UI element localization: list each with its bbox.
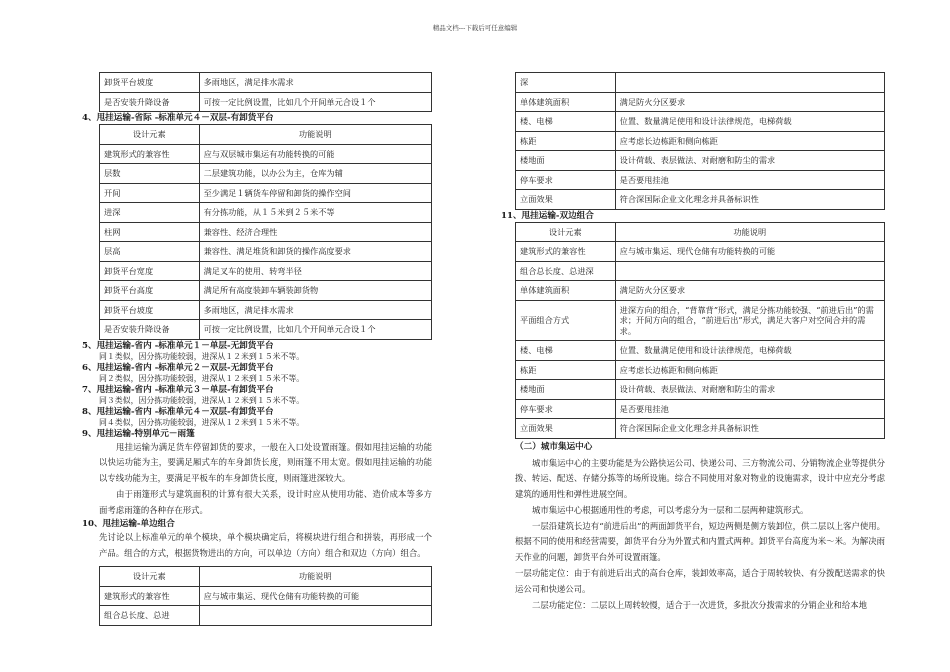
cell-description: 可按一定比例设置，比如几个开间单元合设１个 bbox=[199, 92, 431, 112]
table-row bbox=[100, 281, 432, 301]
cell-description: 多雨地区，满足排水需求 bbox=[199, 73, 431, 93]
section-5-note: 同１类似，因分拣功能较弱，进深从１２米到１５米不等。 bbox=[99, 351, 305, 361]
table-row bbox=[516, 170, 885, 190]
table-row bbox=[100, 242, 432, 262]
cell-element: 深 bbox=[516, 73, 616, 93]
section-8-title: 8、甩挂运输-省内 -标准单元４－双层-有卸货平台 bbox=[82, 406, 274, 417]
cell-element: 卸货平台坡度 bbox=[100, 73, 200, 93]
cell-element: 层数 bbox=[100, 164, 200, 184]
section-7-note: 同３类似，因分拣功能较弱，进深从１２米到１５米不等。 bbox=[99, 395, 305, 405]
cell-description: 符合深国际企业文化理念并具备标识性 bbox=[615, 190, 884, 210]
cell-description: 应与城市集运、现代仓储有功能转换的可能 bbox=[199, 586, 431, 606]
section-7-title: 7、甩挂运输-省内 -标准单元３－单层-有卸货平台 bbox=[82, 384, 274, 395]
cell-description bbox=[199, 606, 431, 626]
section-9-paragraph-2: 由于雨篷形式与建筑面积的计算有很大关系，设计时应从使用功能、造价成本等多方面考虑雨篷的各种存在形式。 bbox=[99, 488, 432, 515]
table-row bbox=[516, 380, 885, 400]
table-row bbox=[100, 261, 432, 281]
cell-description: 满足防火分区要求 bbox=[615, 281, 884, 301]
cell-description: 是否要甩挂池 bbox=[615, 170, 884, 190]
table-row bbox=[100, 320, 432, 340]
cell-element: 栋距 bbox=[516, 131, 616, 151]
table-row bbox=[100, 300, 432, 320]
table-single-side-combo-cont bbox=[515, 72, 885, 210]
cell-description: 应与城市集运、现代仓储有功能转换的可能 bbox=[615, 242, 884, 262]
table-row bbox=[100, 73, 432, 93]
cell-element: 卸货平台坡度 bbox=[100, 300, 200, 320]
cell-element: 立面效果 bbox=[516, 190, 616, 210]
table-header-element: 设计元素 bbox=[100, 125, 200, 145]
cell-element: 柱网 bbox=[100, 222, 200, 242]
cell-description: 可按一定比例设置，比如几个开间单元合设１个 bbox=[199, 320, 431, 340]
section-10-paragraph: 先讨论以上标准单元的单个模块，单个模块确定后，将模块进行组合和拼装，再形成一个产品。组合的方式，根据货物进出的方向，可以单边（方向）组合和双边（方向）组合。 bbox=[99, 532, 432, 559]
cell-description: 满足防火分区要求 bbox=[615, 92, 884, 112]
table-unit3-tail bbox=[99, 72, 432, 112]
section-8-note: 同４类似，因分拣功能较弱，进深从１２米到１５米不等。 bbox=[99, 417, 305, 427]
cell-description: 位置、数量满足使用和设计法律规范，电梯荷载 bbox=[615, 341, 884, 361]
table-row bbox=[100, 92, 432, 112]
cell-description: 是否要甩挂池 bbox=[615, 399, 884, 419]
chapter-title: （二）城市集运中心 bbox=[515, 441, 593, 452]
cell-element: 楼地面 bbox=[516, 151, 616, 171]
table-row bbox=[100, 183, 432, 203]
cell-description: 设计荷载、表层做法、对耐磨和防尘的需求 bbox=[615, 380, 884, 400]
cell-description: 位置、数量满足使用和设计法律规范，电梯荷载 bbox=[615, 112, 884, 132]
table-double-side-combo bbox=[515, 222, 885, 439]
city-hub-paragraph-5: 二层功能定位：二层以上周转较慢，适合于一次进货，多批次分拨需求的分销企业和给本地 bbox=[532, 599, 867, 610]
table-row bbox=[100, 144, 432, 164]
cell-description: 满足所有高度装卸车辆装卸货物 bbox=[199, 281, 431, 301]
section-11-title: 11、甩挂运输-双边组合 bbox=[501, 210, 594, 221]
table-row bbox=[516, 92, 885, 112]
cell-element: 单体建筑面积 bbox=[516, 92, 616, 112]
cell-element: 楼、电梯 bbox=[516, 112, 616, 132]
section-9-title: 9、甩挂运输-特别单元－雨篷 bbox=[82, 428, 195, 439]
table-row bbox=[516, 242, 885, 262]
cell-element: 组合总长度、总进深 bbox=[516, 261, 616, 281]
cell-element: 卸货平台高度 bbox=[100, 281, 200, 301]
cell-element: 楼地面 bbox=[516, 380, 616, 400]
table-row bbox=[100, 164, 432, 184]
cell-description bbox=[615, 261, 884, 281]
table-row bbox=[516, 131, 885, 151]
cell-description: 应考虑长边栋距和侧向栋距 bbox=[615, 131, 884, 151]
section-4-title: 4、甩挂运输-省际 -标准单元４－双层-有卸货平台 bbox=[82, 113, 274, 123]
table-header-element: 设计元素 bbox=[100, 567, 200, 587]
table-header-function: 功能说明 bbox=[199, 567, 431, 587]
cell-element: 建筑形式的兼容性 bbox=[100, 586, 200, 606]
cell-description: 至少满足１辆货车停留和卸货的操作空间 bbox=[199, 183, 431, 203]
city-hub-paragraph-4: 一层功能定位：由于有前进后出式的高台仓库，装卸效率高，适合于周转较快、有分拨配送需求的快运公司和快递公司。 bbox=[515, 568, 885, 594]
section-5-title: 5、甩挂运输-省内 -标准单元１－单层-无卸货平台 bbox=[82, 340, 274, 351]
cell-element: 楼、电梯 bbox=[516, 341, 616, 361]
table-row bbox=[100, 606, 432, 626]
cell-element: 停车要求 bbox=[516, 170, 616, 190]
cell-element: 是否安装升降设备 bbox=[100, 92, 200, 112]
table-row bbox=[516, 112, 885, 132]
table-row bbox=[516, 151, 885, 171]
cell-description: 符合深国际企业文化理念并具备标识性 bbox=[615, 419, 884, 439]
cell-element: 卸货平台宽度 bbox=[100, 261, 200, 281]
table-header-function: 功能说明 bbox=[199, 125, 431, 145]
table-row bbox=[516, 281, 885, 301]
section-9-paragraph-1: 甩挂运输为满足货车停留卸货的要求，一般在入口处设置雨篷。假如甩挂运输的功能以快运功能为主，要满足厢式车的车身卸货长度，则雨篷不用太宽。假如甩挂运输的功能以专线功能为主，要满足平板车的车身卸货长度，则雨篷进深较大。 bbox=[99, 441, 432, 484]
table-row bbox=[100, 222, 432, 242]
cell-description: 设计荷载、表层做法、对耐磨和防尘的需求 bbox=[615, 151, 884, 171]
cell-description: 多雨地区，满足排水需求 bbox=[199, 300, 431, 320]
table-row bbox=[516, 261, 885, 281]
cell-element: 层高 bbox=[100, 242, 200, 262]
section-6-note: 同２类似，因分拣功能较弱，进深从１２米到１５米不等。 bbox=[99, 373, 305, 383]
cell-element: 停车要求 bbox=[516, 399, 616, 419]
cell-element: 建筑形式的兼容性 bbox=[516, 242, 616, 262]
cell-element: 进深 bbox=[100, 203, 200, 223]
table-single-side-combo bbox=[99, 566, 432, 626]
cell-element: 栋距 bbox=[516, 360, 616, 380]
cell-description: 兼容性、满足堆货和卸货的操作高度要求 bbox=[199, 242, 431, 262]
table-row bbox=[100, 203, 432, 223]
table-unit4 bbox=[99, 124, 432, 340]
table-row bbox=[516, 360, 885, 380]
cell-description: 应考虑长边栋距和侧向栋距 bbox=[615, 360, 884, 380]
cell-element: 开间 bbox=[100, 183, 200, 203]
cell-element: 立面效果 bbox=[516, 419, 616, 439]
right-column bbox=[501, 72, 885, 613]
cell-element: 平面组合方式 bbox=[516, 300, 616, 341]
cell-description: 有分拣功能，从１５米到２５米不等 bbox=[199, 203, 431, 223]
table-header-element: 设计元素 bbox=[516, 222, 616, 242]
page-header: 精品文档---下载后可任意编辑 bbox=[432, 24, 518, 32]
table-row bbox=[516, 341, 885, 361]
cell-element: 组合总长度、总进 bbox=[100, 606, 200, 626]
table-row bbox=[516, 300, 885, 341]
cell-description: 进深方向的组合，“背靠背”形式，满足分拣功能较强、“前进后出”的需求；开间方向的组合，“前进后出”形式，满足大客户对空间合并的需求。 bbox=[615, 300, 884, 341]
table-row bbox=[516, 190, 885, 210]
city-hub-paragraph-1: 城市集运中心的主要功能是为公路快运公司、快递公司、三方物流公司、分销物流企业等提供分拨、转运、配送、存储分拣等的场所设施。综合不同使用对象对物业的设施需求，设计中应充分考虑建筑的通用性和弹性进展空间。 bbox=[515, 457, 885, 500]
cell-element: 是否安装升降设备 bbox=[100, 320, 200, 340]
table-row bbox=[516, 399, 885, 419]
table-header-function: 功能说明 bbox=[615, 222, 884, 242]
cell-description: 二层建筑功能，以办公为主，仓库为辅 bbox=[199, 164, 431, 184]
city-hub-paragraph-2: 城市集运中心根据通用性的考虑，可以考虑分为一层和二层两种建筑形式。 bbox=[532, 504, 809, 515]
table-row bbox=[516, 419, 885, 439]
section-6-title: 6、甩挂运输-省内 -标准单元２－双层-无卸货平台 bbox=[82, 362, 274, 373]
cell-element: 建筑形式的兼容性 bbox=[100, 144, 200, 164]
cell-description: 满足叉车的使用、转弯半径 bbox=[199, 261, 431, 281]
table-row bbox=[516, 73, 885, 93]
cell-description: 应与双层城市集运有功能转换的可能 bbox=[199, 144, 431, 164]
table-row bbox=[100, 586, 432, 606]
cell-element: 单体建筑面积 bbox=[516, 281, 616, 301]
cell-description: 兼容性、经济合理性 bbox=[199, 222, 431, 242]
city-hub-paragraph-3: 一层沿建筑长边有“前进后出”的两面卸货平台，短边两侧是侧方装卸位，供二层以上客户使用。根据不同的使用和经营需要，卸货平台分为外置式和内置式两种。卸货平台高度为米～米。为解决雨天作业的问题，卸货平台外可设置雨篷。 bbox=[515, 520, 885, 563]
left-column bbox=[82, 72, 432, 626]
section-10-title: 10、甩挂运输-单边组合 bbox=[82, 519, 175, 530]
cell-description bbox=[615, 73, 884, 93]
